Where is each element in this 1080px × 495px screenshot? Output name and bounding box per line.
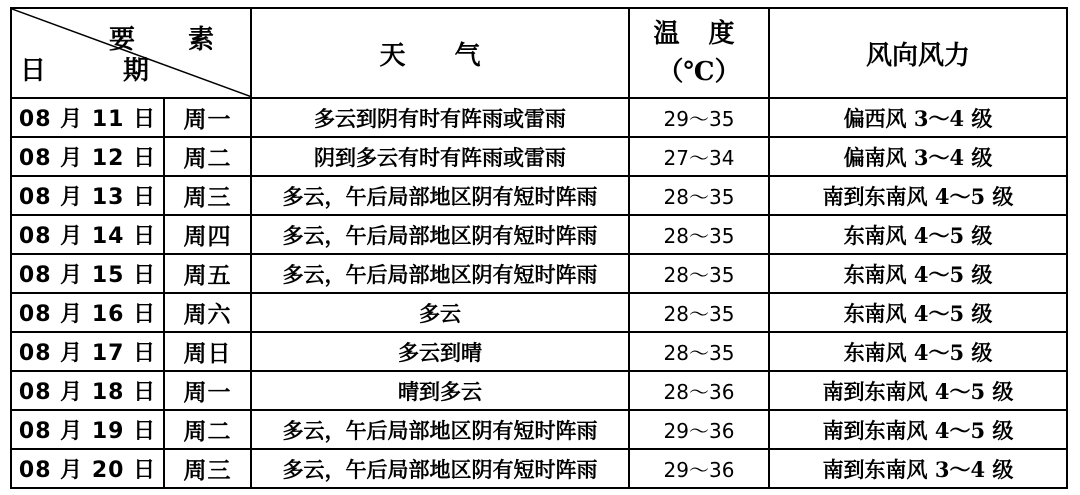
temperature-cell: 28～36 [629, 371, 769, 410]
temperature-cell: 27～34 [629, 137, 769, 176]
weekday-cell: 周日 [164, 332, 251, 371]
temperature-cell: 28～35 [629, 293, 769, 332]
weekday-cell: 周五 [164, 254, 251, 293]
header-date-label: 日 期 [20, 56, 184, 86]
header-elements-label: 要 素 [108, 25, 236, 55]
weather-cell: 多云，午后局部地区阴有短时阵雨 [251, 449, 629, 488]
table-row [11, 293, 1067, 332]
temperature-cell: 29～35 [629, 98, 769, 137]
weather-cell: 多云，午后局部地区阴有短时阵雨 [251, 215, 629, 254]
date-cell: 08 月 16 日 [11, 293, 164, 332]
wind-cell: 南到东南风 4～5 级 [769, 371, 1067, 410]
date-cell: 08 月 19 日 [11, 410, 164, 449]
table-row [11, 254, 1067, 293]
date-cell: 08 月 17 日 [11, 332, 164, 371]
weekday-cell: 周二 [164, 137, 251, 176]
table-row [11, 137, 1067, 176]
temperature-cell: 28～35 [629, 254, 769, 293]
table-row [11, 371, 1067, 410]
corner-header-cell [11, 8, 251, 98]
temperature-cell: 28～35 [629, 176, 769, 215]
temperature-cell: 29～36 [629, 410, 769, 449]
weather-cell: 多云到晴 [251, 332, 629, 371]
date-cell: 08 月 18 日 [11, 371, 164, 410]
weekday-cell: 周六 [164, 293, 251, 332]
weather-cell: 多云，午后局部地区阴有短时阵雨 [251, 176, 629, 215]
wind-cell: 南到东南风 4～5 级 [769, 176, 1067, 215]
weekday-cell: 周二 [164, 410, 251, 449]
header-row [11, 8, 1067, 98]
date-cell: 08 月 15 日 [11, 254, 164, 293]
weather-cell: 阴到多云有时有阵雨或雷雨 [251, 137, 629, 176]
header-temperature [629, 8, 769, 98]
table-row [11, 176, 1067, 215]
table-row [11, 98, 1067, 137]
wind-cell: 东南风 4～5 级 [769, 215, 1067, 254]
weather-forecast-table [10, 7, 1068, 489]
header-weather: 天 气 [251, 8, 629, 98]
weekday-cell: 周一 [164, 98, 251, 137]
temperature-cell: 28～35 [629, 215, 769, 254]
table-row [11, 449, 1067, 488]
date-cell: 08 月 11 日 [11, 98, 164, 137]
weather-cell: 多云，午后局部地区阴有短时阵雨 [251, 254, 629, 293]
temperature-cell: 28～35 [629, 332, 769, 371]
wind-cell: 偏南风 3～4 级 [769, 137, 1067, 176]
table-row [11, 332, 1067, 371]
weather-cell: 晴到多云 [251, 371, 629, 410]
weather-cell: 多云到阴有时有阵雨或雷雨 [251, 98, 629, 137]
wind-cell: 东南风 4～5 级 [769, 254, 1067, 293]
header-temperature-unit: （℃） [657, 57, 741, 87]
temperature-cell: 29～36 [629, 449, 769, 488]
wind-cell: 南到东南风 4～5 级 [769, 410, 1067, 449]
wind-cell: 东南风 4～5 级 [769, 293, 1067, 332]
wind-cell: 南到东南风 3～4 级 [769, 449, 1067, 488]
forecast-rows [11, 98, 1067, 488]
date-cell: 08 月 14 日 [11, 215, 164, 254]
wind-cell: 东南风 4～5 级 [769, 332, 1067, 371]
date-cell: 08 月 20 日 [11, 449, 164, 488]
date-cell: 08 月 13 日 [11, 176, 164, 215]
weekday-cell: 周三 [164, 176, 251, 215]
header-temperature-label: 温 度 [653, 19, 745, 49]
wind-cell: 偏西风 3～4 级 [769, 98, 1067, 137]
forecast-table-wrapper [10, 7, 1068, 489]
weather-cell: 多云，午后局部地区阴有短时阵雨 [251, 410, 629, 449]
table-row [11, 410, 1067, 449]
weekday-cell: 周四 [164, 215, 251, 254]
date-cell: 08 月 12 日 [11, 137, 164, 176]
weather-cell: 多云 [251, 293, 629, 332]
table-row [11, 215, 1067, 254]
header-wind: 风向风力 [769, 8, 1067, 98]
weekday-cell: 周三 [164, 449, 251, 488]
weekday-cell: 周一 [164, 371, 251, 410]
